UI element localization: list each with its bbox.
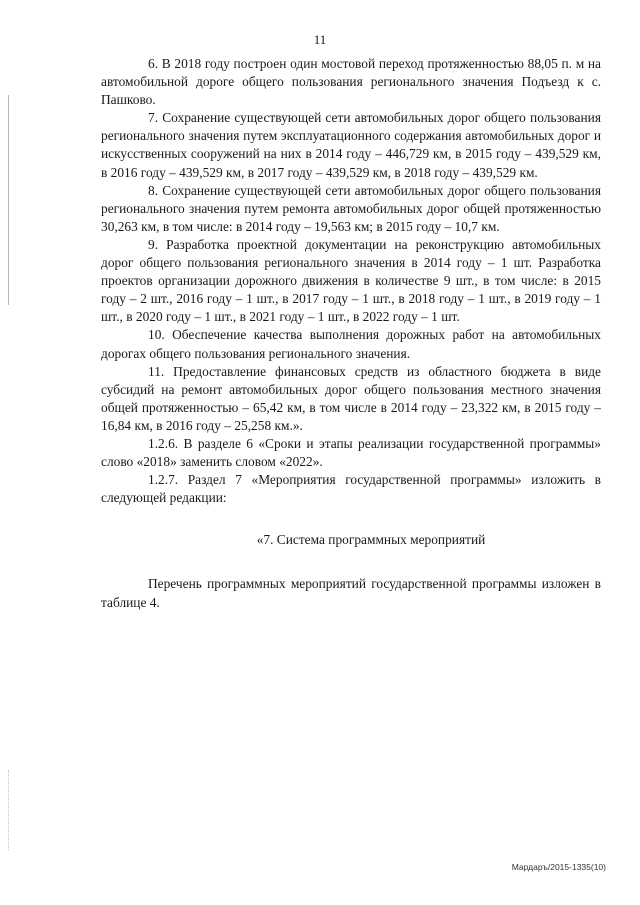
paragraph-item-11: 11. Предоставление финансовых средств из областного бюджета в виде субсидий на ремонт автомобильных дорог общего пользования местного значения общей протяженностью – 65,42 км, в том числе в 2014 году – 23,322 км, в 2015 году – 16,84 км, в 2016 году – 25,258 км.».	[101, 363, 601, 433]
paragraph-item-10: 10. Обеспечение качества выполнения дорожных работ на автомобильных дорогах общего пользования регионального значения.	[101, 327, 601, 361]
document-body	[101, 55, 601, 612]
paragraph-1-2-6: 1.2.6. В разделе 6 «Сроки и этапы реализации государственной программы» слово «2018» заменить словом «2022».	[101, 435, 601, 470]
paragraph-item-8: 8. Сохранение существующей сети автомобильных дорог общего пользования регионального значения путем ремонта автомобильных дорог общей протяженностью 30,263 км, в том числе: в 2014 году – 19,563 км; в 2015 году – 10,7 км.	[101, 182, 601, 234]
paragraph-item-9: 9. Разработка проектной документации на реконструкцию автомобильных дорог общего пользования регионального значения в 2014 году – 1 шт. Разработка проектов организации дорожного движения в количестве 9 шт., в том числе: в 2015 году – 2 шт., 2016 году – 1 шт., в 2017 году – 1 шт., в 2018 году – 1 шт., в 2019 году – 1 шт., в 2020 году – 1 шт., в 2021 году – 1 шт., в 2022 году – 1 шт.	[101, 236, 601, 325]
paragraph-1-2-7: 1.2.7. Раздел 7 «Мероприятия государственной программы» изложить в следующей редакции:	[101, 472, 601, 506]
margin-scan-dots	[8, 770, 10, 850]
paragraph-item-6: 6. В 2018 году построен один мостовой переход протяженностью 88,05 п. м на автомобильной дороге общего пользования регионального значения Подъезд к с. Пашково.	[101, 56, 601, 108]
section-heading: «7. Система программных мероприятий	[256, 532, 486, 548]
closing-paragraph: Перечень программных мероприятий государственной программы изложен в таблице 4.	[101, 576, 601, 610]
paragraph-item-7: 7. Сохранение существующей сети автомобильных дорог общего пользования регионального значения путем эксплуатационного содержания автомобильных дорог и искусственных сооружений на них в 2014 году – 446,729 км, в 2015 году – 439,529 км, в 2016 году – 439,529 км, в 2017 году – 439,529 км, в 2018 году – 439,529 км.	[101, 110, 601, 180]
footer-document-code: Мардаръ/2015-1335(10)	[511, 862, 606, 872]
margin-scan-line	[8, 95, 9, 305]
page-number: 11	[313, 32, 327, 47]
